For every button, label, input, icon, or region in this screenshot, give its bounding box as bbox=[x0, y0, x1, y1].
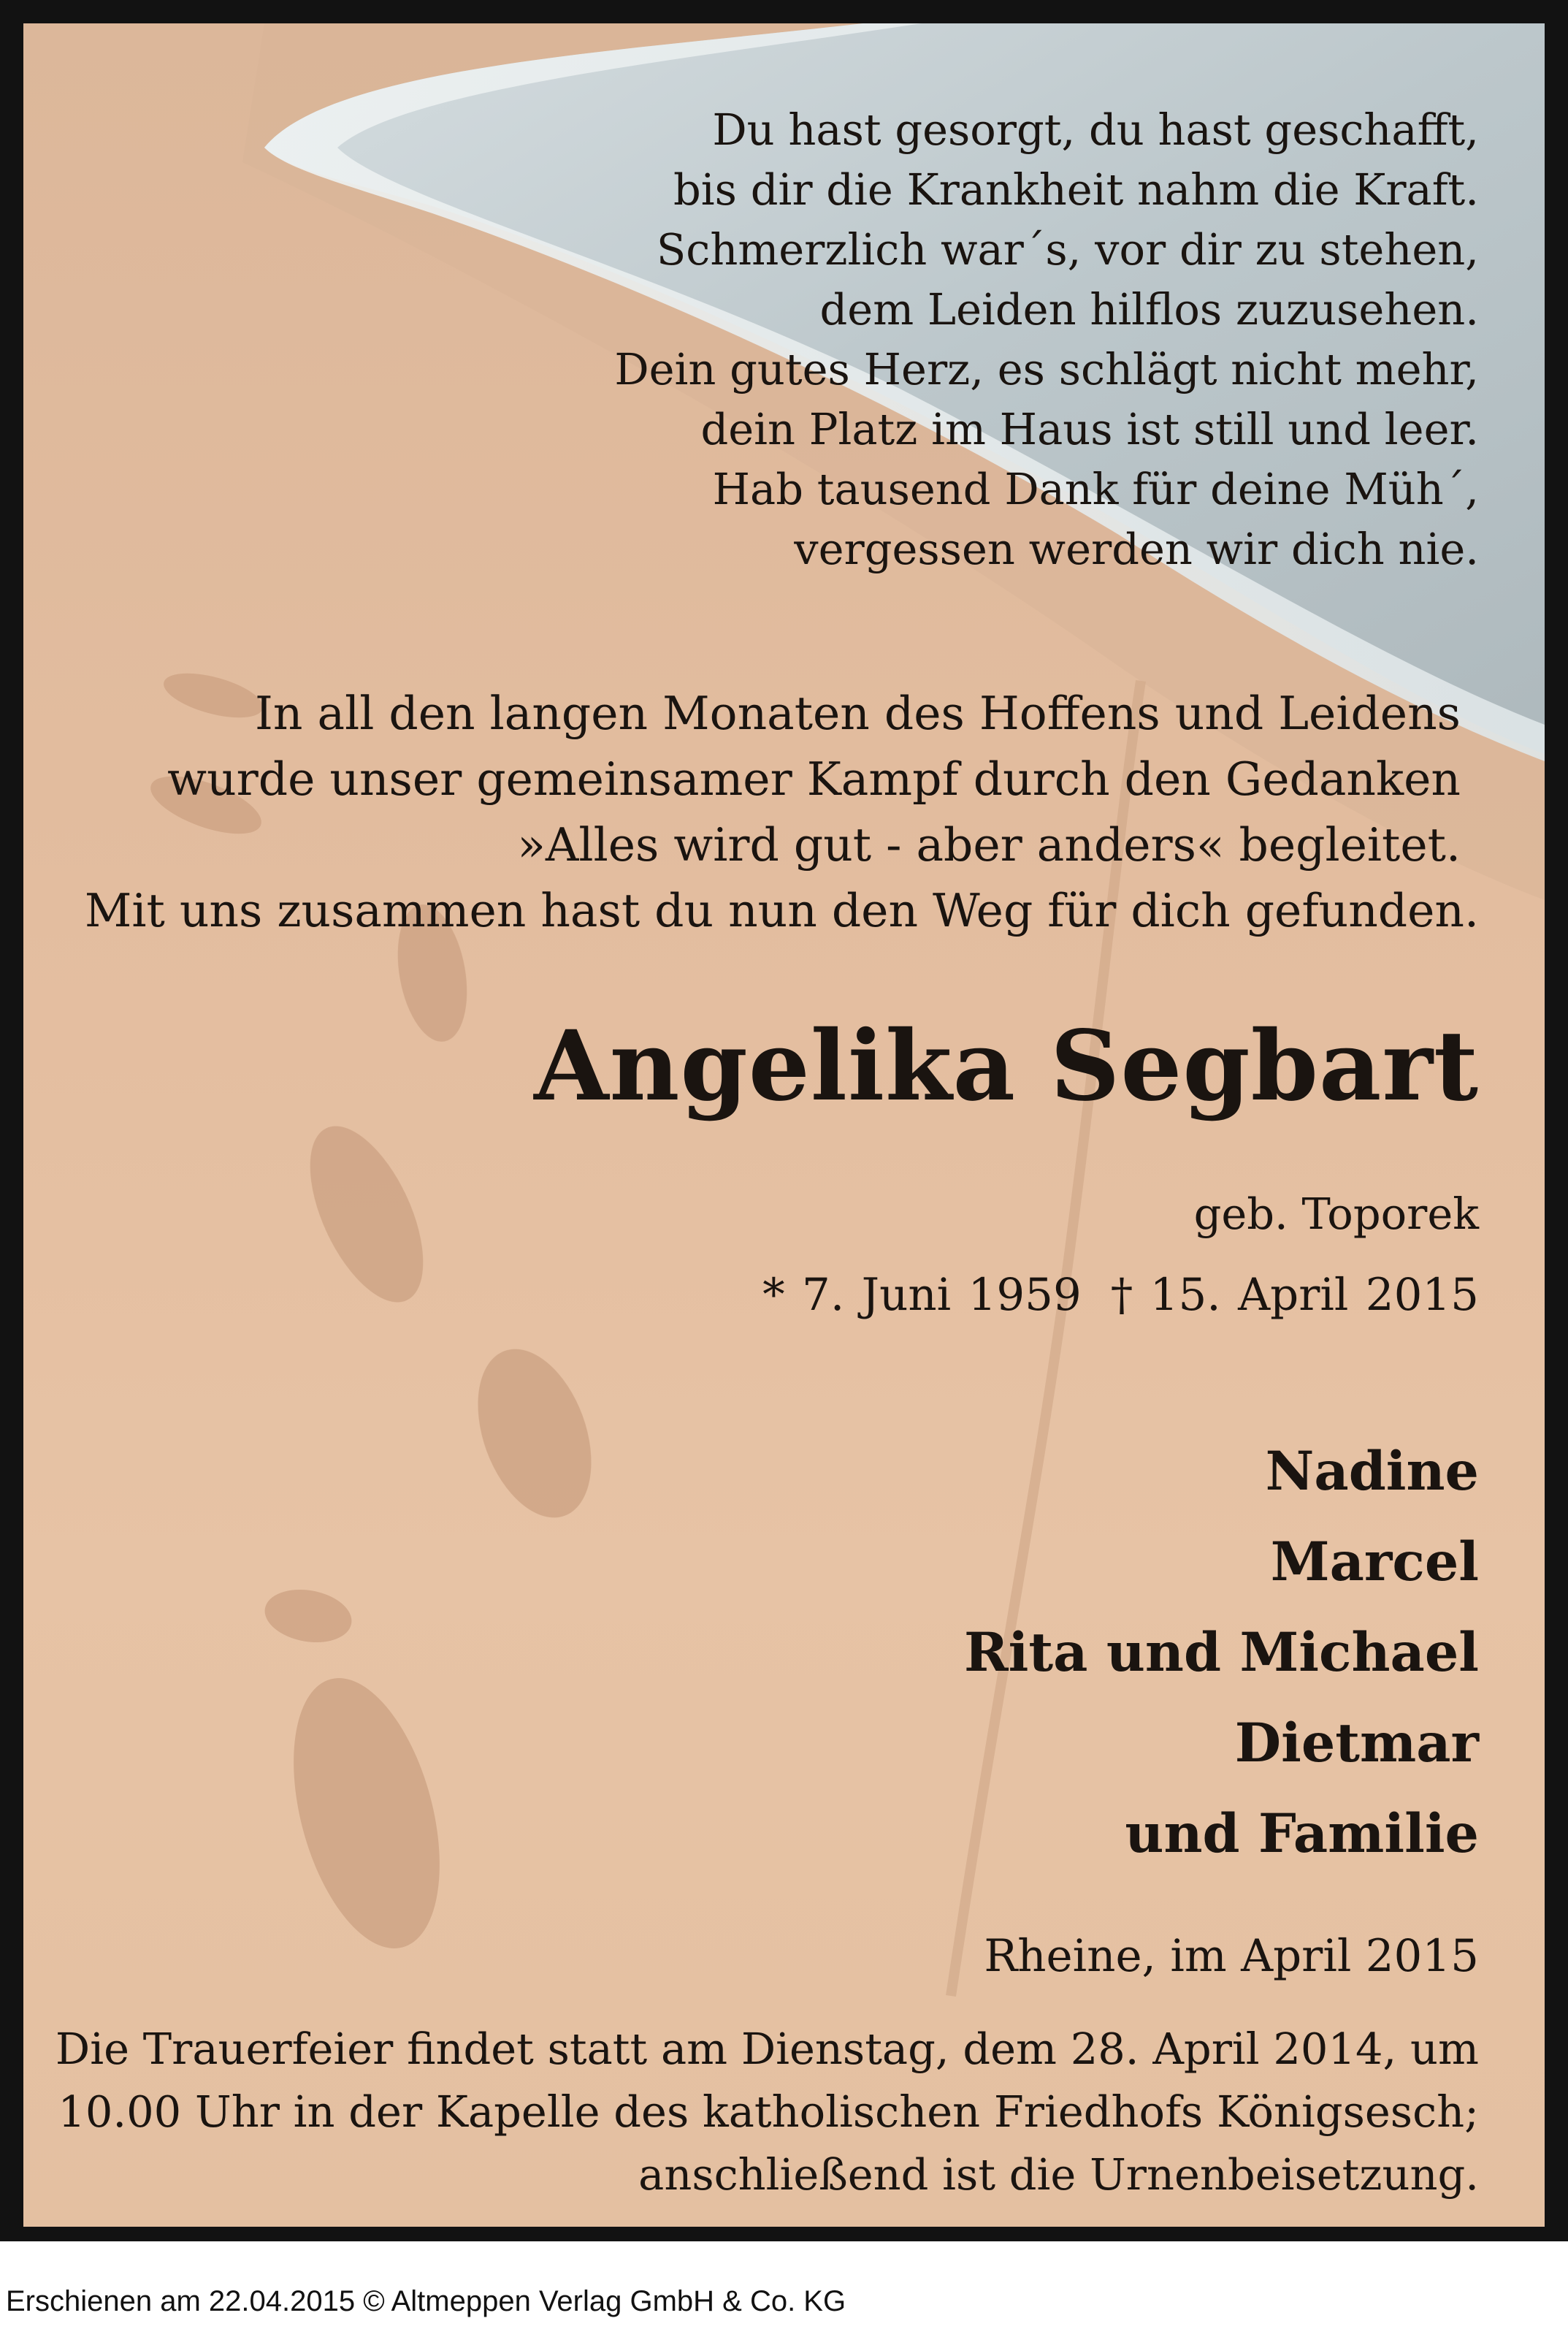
place-date: Rheine, im April 2015 bbox=[984, 1930, 1479, 1982]
poem-line: Hab tausend Dank für deine Müh´, bbox=[712, 464, 1479, 514]
service-line: Die Trauerfeier findet statt am Dienstag, dem 28. April 2014, um bbox=[55, 2024, 1479, 2074]
publication-footer: Erschienen am 22.04.2015 © Altmeppen Verlag GmbH & Co. KG bbox=[6, 2285, 846, 2317]
funeral-service-info bbox=[56, 2018, 1479, 2206]
hope-line: In all den langen Monaten des Hoffens und Leidens bbox=[255, 687, 1461, 740]
poem-line: Dein gutes Herz, es schlägt nicht mehr, bbox=[614, 344, 1479, 394]
mourner-name: und Familie bbox=[1125, 1802, 1479, 1865]
poem-line: dem Leiden hilflos zuzusehen. bbox=[819, 284, 1479, 335]
hope-text bbox=[84, 681, 1479, 944]
beach-background bbox=[23, 23, 1545, 2227]
hope-line: Mit uns zusammen hast du nun den Weg für dich gefunden. bbox=[84, 884, 1479, 937]
mourner-name: Marcel bbox=[1270, 1531, 1479, 1593]
mourners bbox=[964, 1426, 1479, 1879]
poem-line: Du hast gesorgt, du hast geschafft, bbox=[712, 104, 1479, 155]
birth-date: * 7. Juni 1959 bbox=[762, 1269, 1082, 1321]
hope-line: wurde unser gemeinsamer Kampf durch den Gedanken bbox=[167, 752, 1461, 806]
deceased-name: Angelika Segbart bbox=[534, 1010, 1479, 1123]
hope-line: »Alles wird gut - aber anders« begleitet. bbox=[517, 818, 1461, 872]
poem-line: vergessen werden wir dich nie. bbox=[794, 524, 1479, 574]
death-date: † 15. April 2015 bbox=[1110, 1269, 1479, 1321]
poem-line: dein Platz im Haus ist still und leer. bbox=[700, 404, 1479, 454]
poem-line: bis dir die Krankheit nahm die Kraft. bbox=[673, 164, 1479, 215]
mourner-name: Rita und Michael bbox=[964, 1621, 1479, 1684]
service-line: 10.00 Uhr in der Kapelle des katholischen Friedhofs Königsesch; bbox=[58, 2086, 1479, 2137]
poem bbox=[614, 100, 1479, 579]
life-dates bbox=[762, 1269, 1479, 1321]
maiden-name: geb. Toporek bbox=[1193, 1189, 1479, 1239]
mourner-name: Nadine bbox=[1265, 1440, 1479, 1503]
poem-line: Schmerzlich war´s, vor dir zu stehen, bbox=[656, 224, 1479, 275]
service-line: anschließend ist die Urnenbeisetzung. bbox=[638, 2149, 1479, 2200]
mourner-name: Dietmar bbox=[1234, 1712, 1479, 1775]
